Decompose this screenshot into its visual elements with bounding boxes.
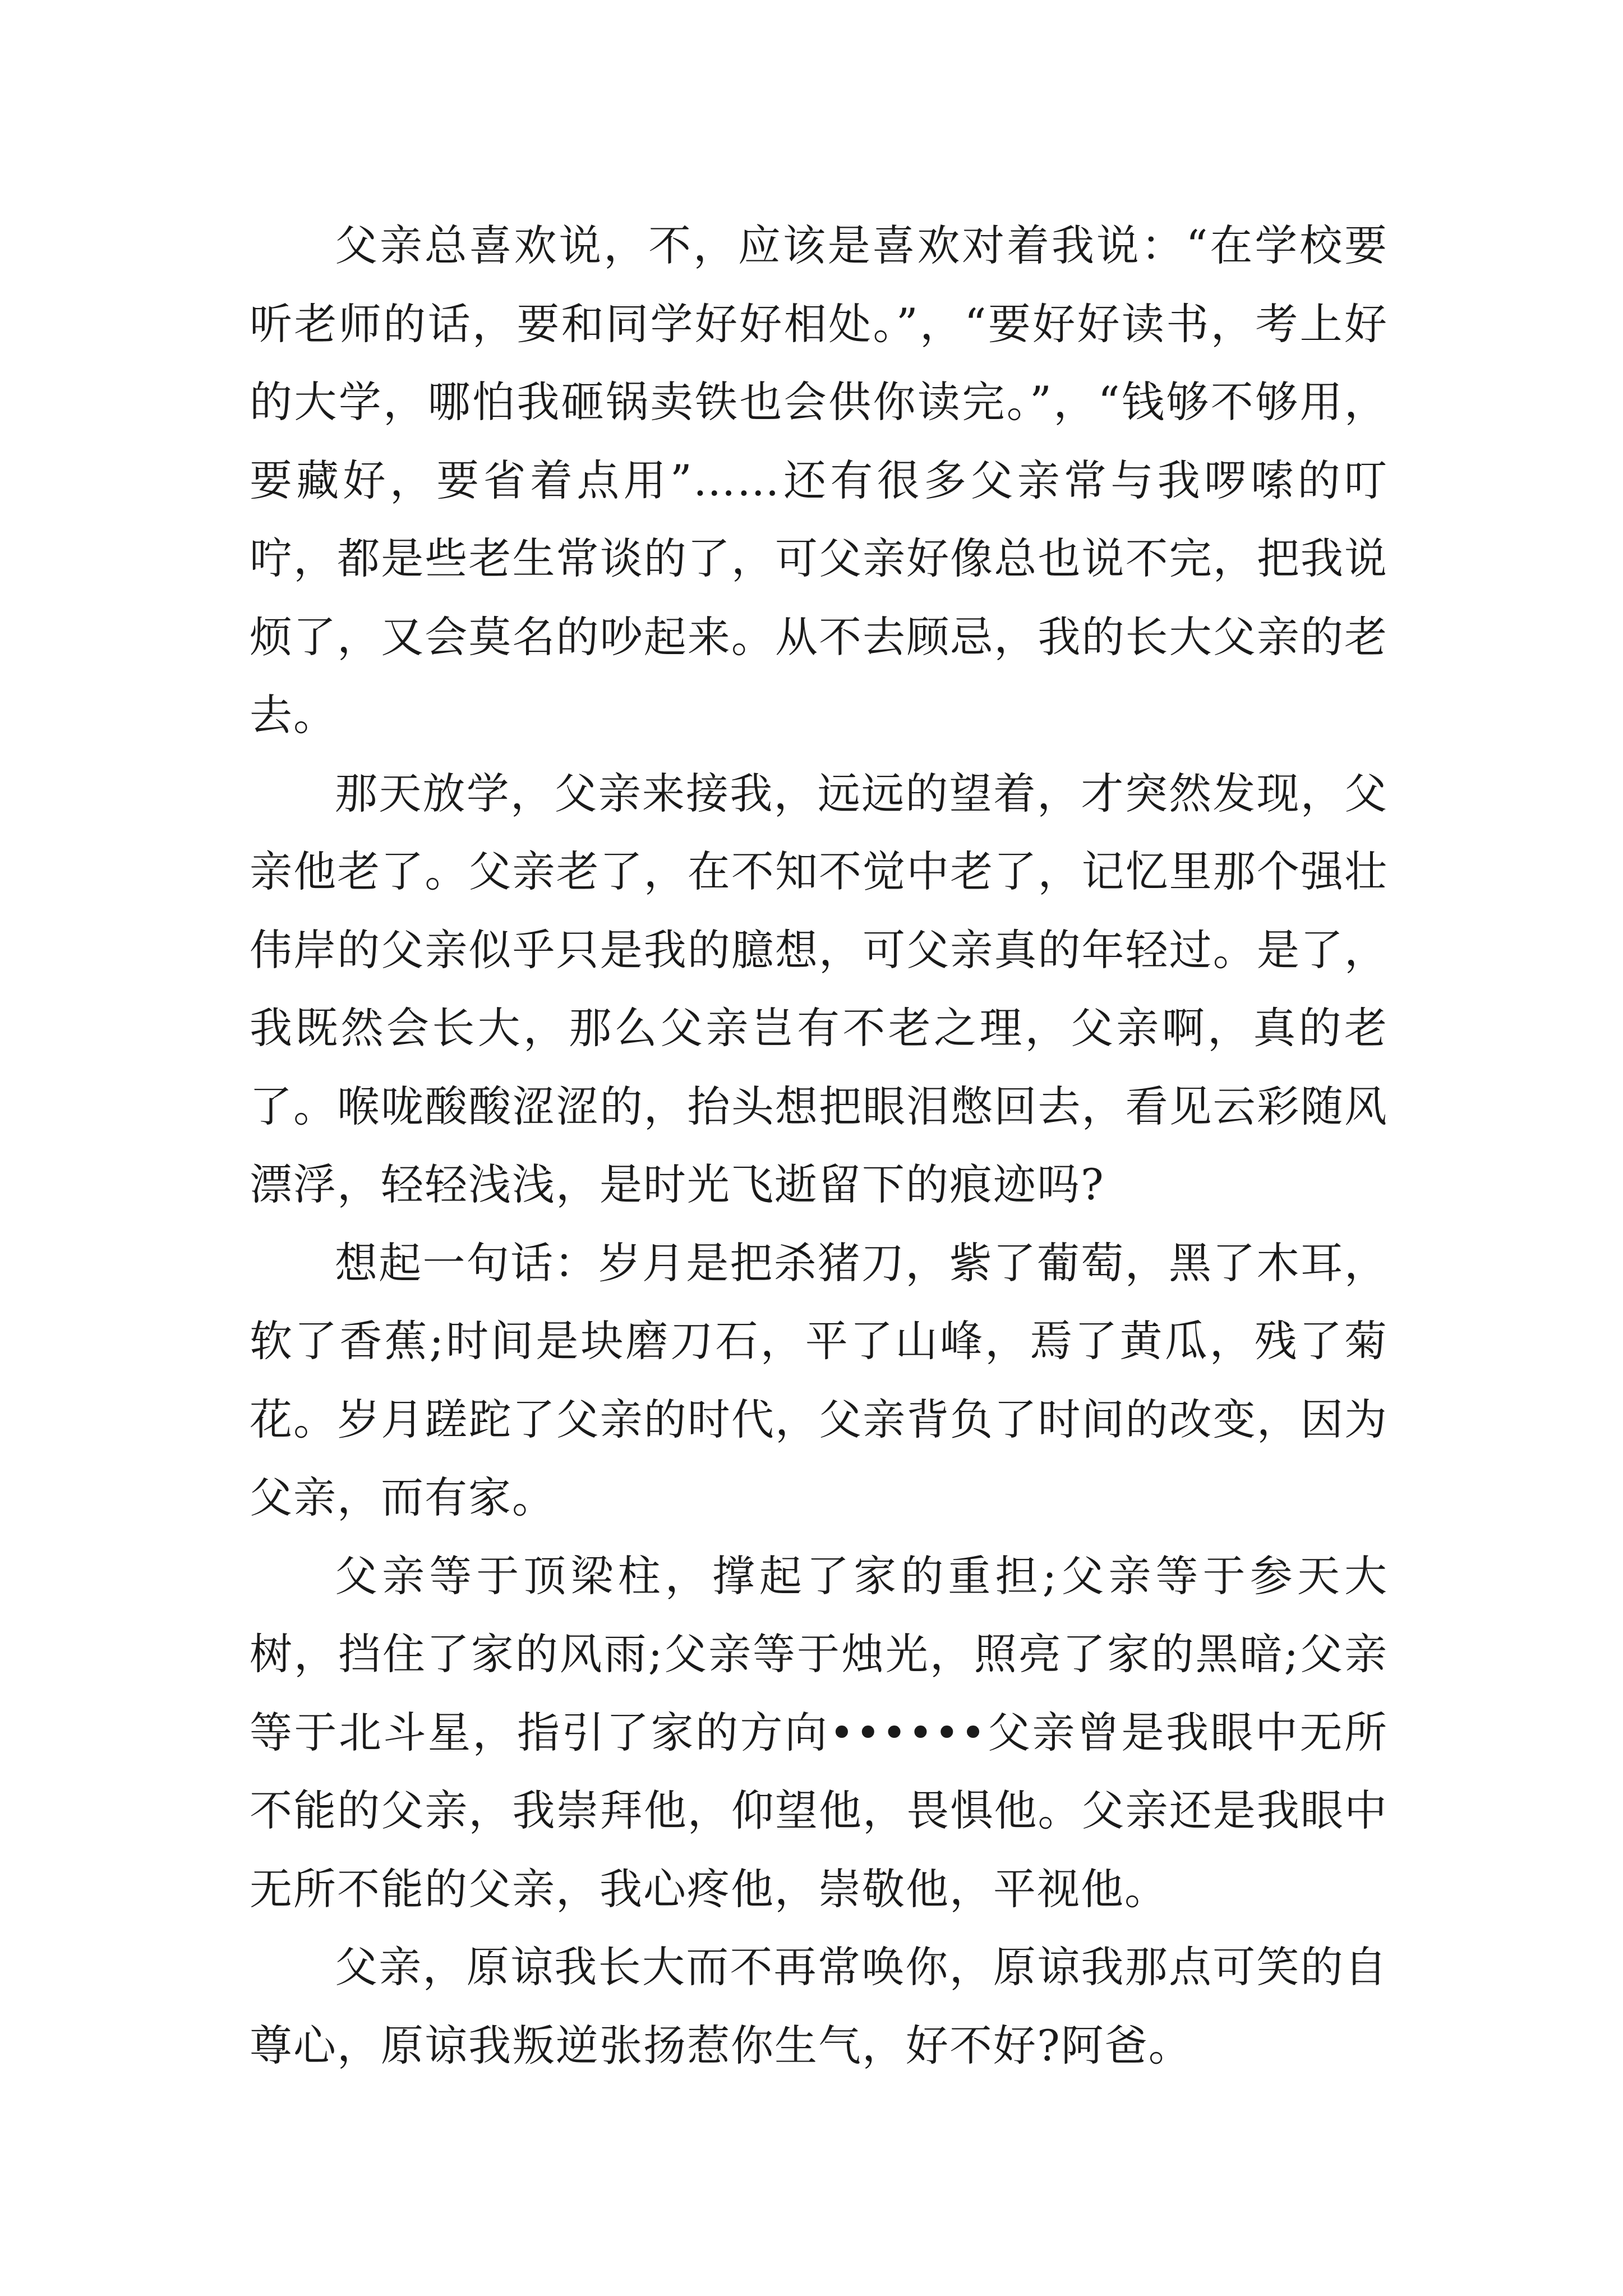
- paragraph-2: 那天放学，父亲来接我，远远的望着，才突然发现，父亲他老了。父亲老了，在不知不觉中老了，记忆里那个强壮伟岸的父亲似乎只是我的臆想，可父亲真的年轻过。是了，我既然会长大，那么父亲岂有不老之理，父亲啊，真的老了。喉咙酸酸涩涩的，抬头想把眼泪憋回去，看见云彩随风漂浮，轻轻浅浅，是时光飞逝留下的痕迹吗?: [250, 768, 1388, 1209]
- document-page: [250, 206, 1388, 2085]
- paragraph-5: 父亲，原谅我长大而不再常唤你，原谅我那点可笑的自尊心，原谅我叛逆张扬惹你生气，好不好?阿爸。: [250, 1942, 1388, 2070]
- paragraph-1: 父亲总喜欢说，不，应该是喜欢对着我说：“在学校要听老师的话，要和同学好好相处。”，“要好好读书，考上好的大学，哪怕我砸锅卖铁也会供你读完。”，“钱够不够用，要藏好，要省着点用”……还有很多父亲常与我啰嗦的叮咛，都是些老生常谈的了，可父亲好像总也说不完，把我说烦了，又会莫名的吵起来。从不去顾忌，我的长大父亲的老去。: [250, 220, 1388, 740]
- paragraph-4: 父亲等于顶梁柱，撑起了家的重担;父亲等于参天大树，挡住了家的风雨;父亲等于烛光，照亮了家的黑暗;父亲等于北斗星，指引了家的方向••••••父亲曾是我眼中无所不能的父亲，我崇拜他，仰望他，畏惧他。父亲还是我眼中无所不能的父亲，我心疼他，崇敬他，平视他。: [250, 1550, 1388, 1914]
- paragraph-3: 想起一句话：岁月是把杀猪刀，紫了葡萄，黑了木耳，软了香蕉;时间是块磨刀石，平了山峰，焉了黄瓜，残了菊花。岁月蹉跎了父亲的时代，父亲背负了时间的改变，因为父亲，而有家。: [250, 1237, 1388, 1522]
